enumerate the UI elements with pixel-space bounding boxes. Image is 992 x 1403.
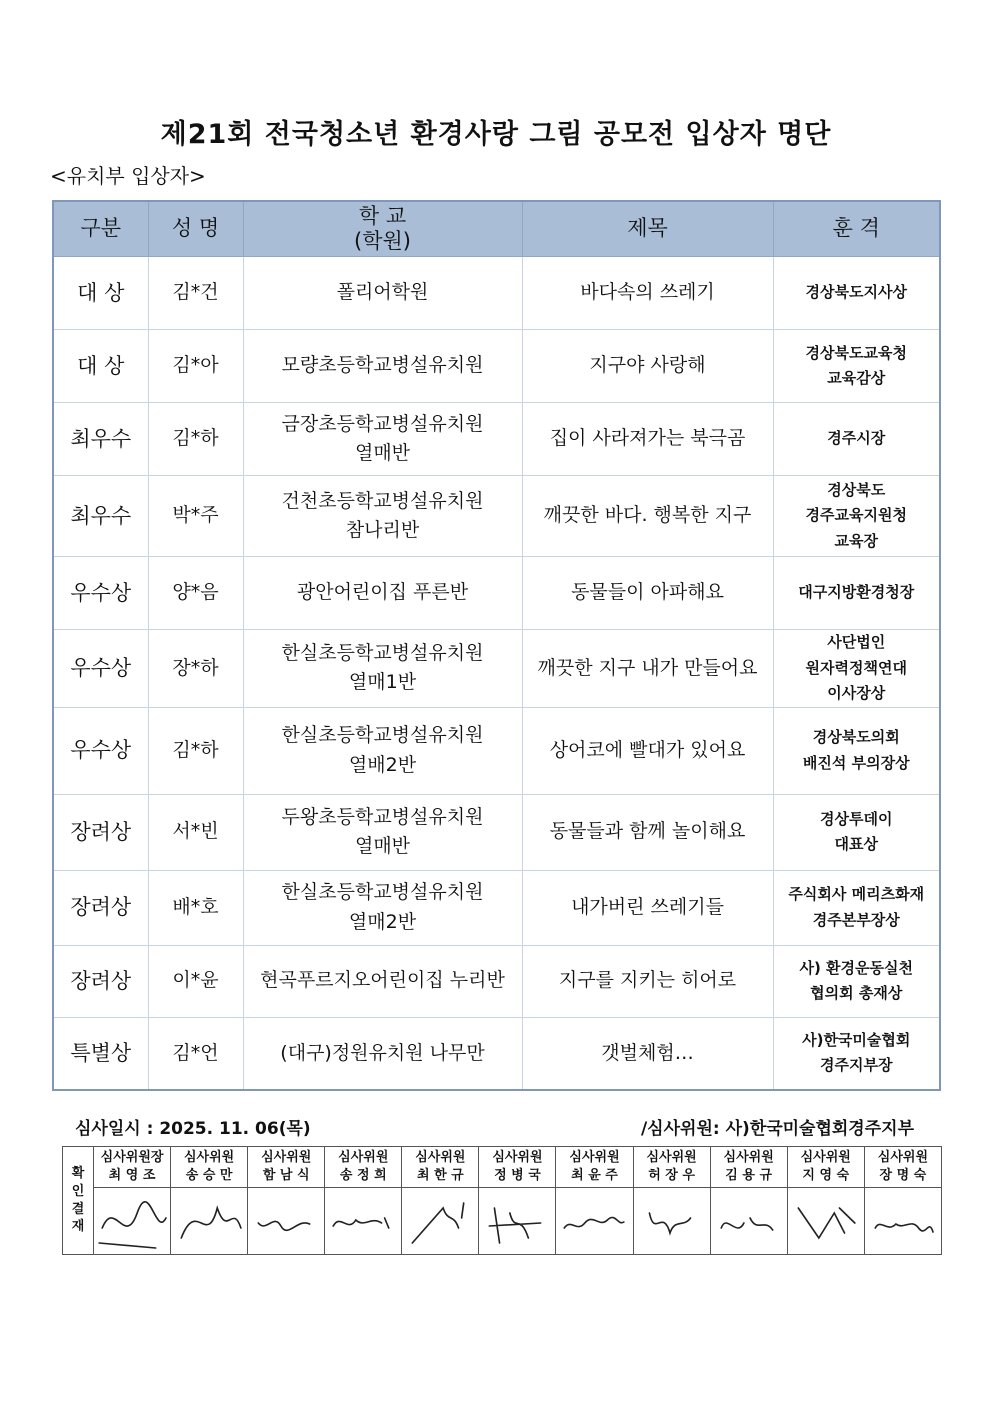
judge-name: 장 명 숙 — [879, 1168, 927, 1183]
honor-cell — [773, 870, 940, 945]
handwritten-signature-icon — [479, 1188, 555, 1254]
table-row — [53, 257, 940, 330]
judge-cell — [402, 1147, 479, 1188]
honor-line: 대표상 — [834, 835, 878, 853]
handwritten-signature-icon — [94, 1188, 170, 1254]
school-cell — [243, 945, 522, 1017]
judge-role: 심사위원 — [569, 1150, 620, 1166]
honor-line: 대구지방환경청장 — [798, 583, 915, 602]
signature-cell — [402, 1188, 479, 1255]
honor-cell — [773, 707, 940, 794]
handwritten-signature-icon — [248, 1188, 324, 1254]
handwritten-signature-icon — [556, 1188, 632, 1254]
judge-role: 심사위원 — [338, 1150, 389, 1166]
honor-line: 주식회사 메리츠화재 — [788, 885, 925, 903]
school-line: 열매반 — [354, 835, 411, 857]
prize-cell: 최우수 — [53, 476, 148, 557]
judge-role: 심사위원 — [877, 1150, 928, 1166]
school-cell — [243, 1017, 522, 1090]
table-row — [53, 330, 940, 403]
awards-table — [52, 200, 941, 1091]
judge-role: 심사위원 — [415, 1150, 466, 1166]
judge-name: 김 용 규 — [725, 1168, 773, 1183]
school-cell — [243, 630, 522, 708]
school-line: 폴리어학원 — [336, 281, 429, 304]
signature-cell — [864, 1188, 941, 1255]
honor-line: 배진석 부의장상 — [802, 753, 910, 772]
table-row — [53, 707, 940, 794]
handwritten-signature-icon — [171, 1188, 247, 1254]
table-row — [53, 557, 940, 630]
prize-cell: 특별상 — [53, 1017, 148, 1090]
header-school-line1: 학 교 — [358, 203, 407, 228]
work-title-cell: 지구를 지키는 히어로 — [522, 945, 773, 1017]
honor-line: 교육장 — [834, 531, 878, 550]
honor-line: 경주지부장 — [820, 1056, 893, 1075]
name-cell: 양*음 — [148, 557, 243, 630]
school-line: 열매2반 — [348, 910, 417, 933]
school-line: 참나리반 — [345, 519, 420, 541]
judge-role: 심사위원 — [646, 1150, 697, 1166]
handwritten-signature-icon — [402, 1188, 478, 1254]
handwritten-signature-icon — [325, 1188, 401, 1254]
honor-line: 협의회 총재상 — [810, 984, 903, 1002]
judge-cell — [556, 1147, 633, 1188]
header-school-line2: (학원) — [354, 229, 411, 253]
signature-cell — [479, 1188, 556, 1255]
prize-cell: 대 상 — [53, 257, 148, 330]
document-title: 제21회 전국청소년 환경사랑 그림 공모전 입상자 명단 — [160, 119, 832, 150]
judge-role: 심사위원 — [800, 1150, 851, 1166]
signature-cell — [325, 1188, 402, 1255]
work-title-cell: 동물들이 아파해요 — [522, 557, 773, 630]
school-line: 두왕초등학교병설유치원 — [281, 805, 484, 828]
signature-cell — [94, 1188, 171, 1255]
honor-cell — [773, 330, 940, 403]
approval-label-text: 확 인 결 재 — [71, 1166, 85, 1235]
prize-cell: 우수상 — [53, 630, 148, 708]
judge-cell — [94, 1147, 171, 1188]
prize-cell: 최우수 — [53, 403, 148, 476]
name-cell: 김*아 — [148, 330, 243, 403]
honor-line: 사단법인 — [827, 633, 886, 651]
name-cell: 장*하 — [148, 630, 243, 708]
work-title-cell: 상어코에 빨대가 있어요 — [522, 707, 773, 794]
work-title-cell: 집이 사라져가는 북극곰 — [522, 403, 773, 476]
honor-line: 사)한국미술협회 — [802, 1030, 911, 1049]
honor-cell — [773, 476, 940, 557]
handwritten-signature-icon — [788, 1188, 864, 1254]
table-row — [53, 870, 940, 945]
prize-cell: 우수상 — [53, 557, 148, 630]
school-cell — [243, 257, 522, 330]
name-cell: 김*언 — [148, 1017, 243, 1090]
table-row — [53, 403, 940, 476]
signature-cell — [633, 1188, 710, 1255]
honor-cell — [773, 403, 940, 476]
header-work-title: 제목 — [522, 201, 773, 257]
name-cell: 박*주 — [148, 476, 243, 557]
school-line: 금장초등학교병설유치원 — [281, 412, 484, 435]
prize-cell: 장려상 — [53, 794, 148, 870]
honor-line: 경상투데이 — [820, 809, 893, 828]
judge-name: 허 장 우 — [648, 1168, 695, 1183]
honor-line: 원자력정책연대 — [805, 658, 907, 677]
judge-name: 송 정 희 — [339, 1168, 387, 1183]
school-cell — [243, 330, 522, 403]
honor-line: 경상북도 — [827, 480, 886, 499]
judge-name: 최 영 조 — [108, 1168, 156, 1183]
honor-line: 경상북도교육청 — [805, 343, 907, 362]
prize-cell: 장려상 — [53, 945, 148, 1017]
judge-cell — [479, 1147, 556, 1188]
judge-role: 심사위원 — [184, 1150, 235, 1166]
school-cell — [243, 476, 522, 557]
honor-line: 교육감상 — [827, 369, 886, 387]
school-line: 열배2반 — [348, 753, 417, 776]
handwritten-signature-icon — [865, 1188, 941, 1254]
signature-cell — [710, 1188, 787, 1255]
school-cell — [243, 707, 522, 794]
judge-role-row — [63, 1147, 942, 1188]
judging-date: 심사일시 : 2025. 11. 06(목) — [75, 1119, 311, 1139]
header-division: 구분 — [53, 201, 148, 257]
judge-name: 정 병 국 — [494, 1168, 541, 1183]
school-line: 광안어린이집 푸른반 — [296, 581, 469, 604]
honor-line: 경주교육지원청 — [805, 506, 907, 525]
table-row — [53, 476, 940, 557]
judge-role: 심사위원장 — [100, 1150, 164, 1166]
work-title-cell: 깨끗한 바다. 행복한 지구 — [522, 476, 773, 557]
school-line: 한실초등학교병설유치원 — [281, 641, 484, 664]
signature-cell — [787, 1188, 864, 1255]
honor-cell — [773, 1017, 940, 1090]
table-row — [53, 794, 940, 870]
judge-cell — [171, 1147, 248, 1188]
judge-name: 함 남 식 — [262, 1168, 310, 1183]
name-cell: 배*호 — [148, 870, 243, 945]
work-title-cell: 깨끗한 지구 내가 만들어요 — [522, 630, 773, 708]
school-cell — [243, 870, 522, 945]
school-line: 현곡푸르지오어린이집 누리반 — [260, 969, 505, 992]
judging-committee: /심사위원: 사)한국미술협회경주지부 — [640, 1119, 914, 1139]
header-name: 성 명 — [148, 201, 243, 257]
judge-role: 심사위원 — [261, 1150, 312, 1166]
work-title-cell: 바다속의 쓰레기 — [522, 257, 773, 330]
name-cell: 서*빈 — [148, 794, 243, 870]
honor-line: 경상북도의회 — [812, 728, 900, 746]
school-line: 한실초등학교병설유치원 — [281, 724, 484, 747]
prize-cell: 우수상 — [53, 707, 148, 794]
judge-role: 심사위원 — [723, 1150, 774, 1166]
honor-line: 경상북도지사상 — [805, 283, 907, 302]
work-title-cell: 갯벌체험… — [522, 1017, 773, 1090]
approval-label — [63, 1147, 94, 1255]
honor-cell — [773, 557, 940, 630]
judge-role: 심사위원 — [492, 1150, 543, 1166]
table-row — [53, 945, 940, 1017]
handwritten-signature-icon — [634, 1188, 710, 1254]
judge-cell — [787, 1147, 864, 1188]
handwritten-signature-icon — [711, 1188, 787, 1254]
judge-cell — [710, 1147, 787, 1188]
judge-name: 최 윤 주 — [571, 1168, 618, 1183]
signature-cell — [171, 1188, 248, 1255]
signature-cell — [248, 1188, 325, 1255]
name-cell: 김*건 — [148, 257, 243, 330]
prize-cell: 대 상 — [53, 330, 148, 403]
section-subtitle: <유치부 입상자> — [50, 164, 206, 188]
school-line: (대구)정원유치원 나무만 — [280, 1041, 485, 1064]
judge-signature-row — [63, 1188, 942, 1255]
name-cell: 김*하 — [148, 403, 243, 476]
honor-line: 사) 환경운동실천 — [799, 958, 913, 977]
school-cell — [243, 403, 522, 476]
judge-name: 지 영 숙 — [802, 1168, 850, 1183]
header-school — [243, 201, 522, 257]
judge-cell — [325, 1147, 402, 1188]
school-line: 건천초등학교병설유치원 — [281, 489, 484, 512]
header-row — [53, 201, 940, 257]
honor-line: 경주시장 — [827, 429, 886, 448]
judge-cell — [248, 1147, 325, 1188]
honor-cell — [773, 945, 940, 1017]
honor-cell — [773, 257, 940, 330]
table-row — [53, 630, 940, 708]
work-title-cell: 지구야 사랑해 — [522, 330, 773, 403]
judge-name: 송 승 만 — [185, 1168, 233, 1183]
judge-cell — [633, 1147, 710, 1188]
name-cell: 김*하 — [148, 707, 243, 794]
header-honor: 훈 격 — [773, 201, 940, 257]
school-line: 열매1반 — [348, 671, 417, 694]
school-cell — [243, 557, 522, 630]
honor-cell — [773, 794, 940, 870]
work-title-cell: 동물들과 함께 놀이해요 — [522, 794, 773, 870]
name-cell: 이*윤 — [148, 945, 243, 1017]
honor-line: 경주본부장상 — [812, 910, 900, 929]
table-row — [53, 1017, 940, 1090]
school-line: 모량초등학교병설유치원 — [281, 354, 484, 377]
signature-cell — [556, 1188, 633, 1255]
signature-table — [62, 1146, 942, 1255]
school-line: 열매반 — [354, 442, 411, 464]
prize-cell: 장려상 — [53, 870, 148, 945]
school-cell — [243, 794, 522, 870]
work-title-cell: 내가버린 쓰레기들 — [522, 870, 773, 945]
school-line: 한실초등학교병설유치원 — [281, 881, 484, 904]
judge-cell — [864, 1147, 941, 1188]
honor-cell — [773, 630, 940, 708]
honor-line: 이사장상 — [827, 684, 886, 702]
judge-name: 최 한 규 — [416, 1168, 464, 1183]
